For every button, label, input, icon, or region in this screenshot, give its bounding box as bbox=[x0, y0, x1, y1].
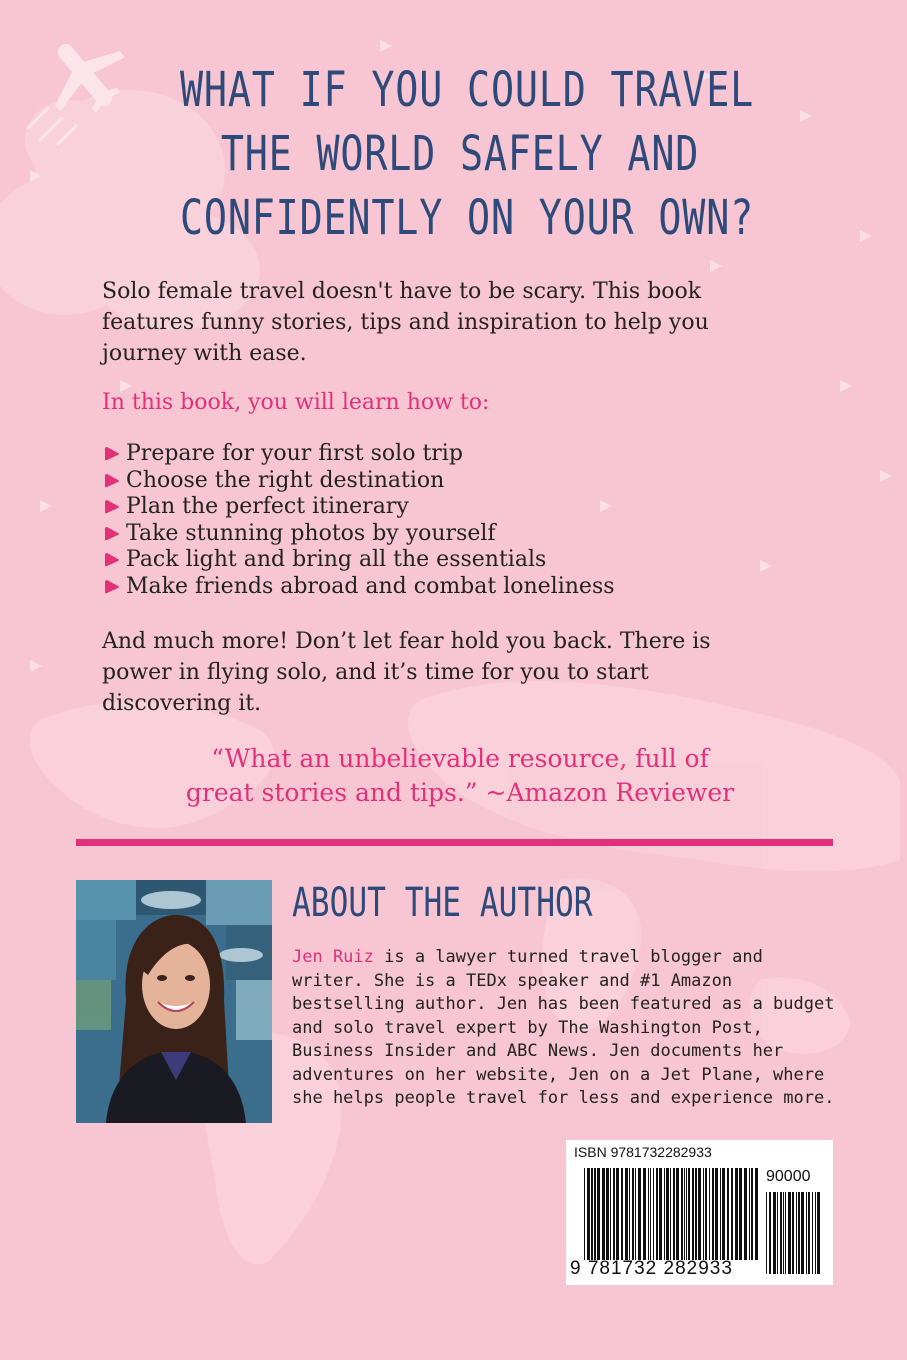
headline bbox=[180, 58, 755, 250]
review-quote-line: great stories and tips.” ~Amazon Reviewer bbox=[185, 778, 735, 807]
price-barcode-bars bbox=[766, 1192, 824, 1274]
barcode-bar bbox=[735, 1168, 738, 1260]
barcode-bar bbox=[659, 1168, 662, 1260]
list-item bbox=[104, 521, 615, 548]
review-quote-line: “What an unbelievable resource, full of bbox=[211, 744, 709, 773]
barcode-bars bbox=[584, 1168, 760, 1260]
author-bio-text: is a lawyer turned travel blogger and writer. She is a TEDx speaker and #1 Amazon bestselling author. Jen has been featured as a budget and solo travel expert by The Washington Post, Business Insider and ABC News. Jen documents her adventures on her website, Jen on a Jet Plane, where she helps people travel for less and experience more. bbox=[292, 947, 835, 1108]
barcode-bar bbox=[785, 1192, 786, 1274]
list-item bbox=[104, 468, 615, 495]
outro-paragraph: And much more! Don’t let fear hold you back. There is power in flying solo, and it’s time for you to start discovering it. bbox=[102, 629, 711, 716]
list-item bbox=[104, 441, 615, 468]
barcode-bar bbox=[625, 1168, 628, 1260]
list-item-text: Take stunning photos by yourself bbox=[126, 520, 496, 546]
barcode-bar bbox=[796, 1192, 797, 1274]
author-photo-illustration bbox=[76, 880, 272, 1123]
barcode-bar bbox=[673, 1168, 675, 1260]
barcode-bar bbox=[681, 1168, 683, 1260]
barcode-bar bbox=[808, 1192, 810, 1274]
barcode-bar bbox=[656, 1168, 658, 1260]
barcode-bar bbox=[664, 1168, 665, 1260]
barcode-bar bbox=[744, 1168, 747, 1260]
barcode-bar bbox=[792, 1192, 794, 1274]
barcode-bar bbox=[613, 1168, 615, 1260]
pink-play-triangle-icon bbox=[104, 551, 120, 569]
barcode-bar bbox=[715, 1168, 718, 1260]
author-bio bbox=[292, 946, 837, 1111]
barcode-bar bbox=[666, 1168, 669, 1260]
list-item bbox=[104, 494, 615, 521]
pink-play-triangle-icon bbox=[104, 445, 120, 463]
pink-play-triangle-icon bbox=[104, 472, 120, 490]
learning-list bbox=[104, 441, 615, 600]
barcode-bar bbox=[766, 1192, 767, 1274]
barcode-bar bbox=[751, 1168, 753, 1260]
barcode-bar bbox=[695, 1168, 697, 1260]
barcode-bar bbox=[806, 1192, 807, 1274]
barcode-bar bbox=[698, 1168, 701, 1260]
barcode-bar bbox=[676, 1168, 679, 1260]
learn-heading: In this book, you will learn how to: bbox=[102, 390, 490, 415]
barcode-bar bbox=[720, 1168, 721, 1260]
barcode-bar bbox=[670, 1168, 671, 1260]
barcode-bar bbox=[643, 1168, 646, 1260]
price-code: 90000 bbox=[766, 1168, 811, 1185]
barcode-bar bbox=[635, 1168, 636, 1260]
author-name: Jen Ruiz bbox=[292, 947, 374, 967]
barcode-bar bbox=[788, 1192, 791, 1274]
barcode-bar bbox=[621, 1168, 623, 1260]
barcode-bar bbox=[780, 1192, 782, 1274]
headline-line: CONFIDENTLY ON YOUR OWN? bbox=[180, 190, 755, 246]
barcode-bar bbox=[731, 1168, 733, 1260]
about-author-title: ABOUT THE AUTHOR bbox=[292, 880, 593, 926]
barcode-bar bbox=[783, 1192, 784, 1274]
barcode-bar bbox=[597, 1168, 600, 1260]
barcode-bar bbox=[815, 1192, 816, 1274]
list-item bbox=[104, 574, 615, 601]
list-item-text: Prepare for your first solo trip bbox=[126, 441, 463, 466]
section-divider bbox=[76, 839, 833, 846]
headline-line: THE WORLD SAFELY AND bbox=[220, 126, 700, 182]
barcode-bar bbox=[629, 1168, 630, 1260]
isbn-barcode bbox=[566, 1140, 833, 1285]
barcode-bar bbox=[686, 1168, 687, 1260]
list-item-text: Choose the right destination bbox=[126, 467, 445, 493]
barcode-bar bbox=[801, 1192, 804, 1274]
headline-line: WHAT IF YOU COULD TRAVEL bbox=[180, 62, 755, 118]
list-item bbox=[104, 547, 615, 574]
barcode-bar bbox=[587, 1168, 590, 1260]
barcode-bar bbox=[591, 1168, 593, 1260]
barcode-bar bbox=[777, 1192, 778, 1274]
barcode-bar bbox=[812, 1192, 813, 1274]
author-photo bbox=[76, 880, 272, 1123]
barcode-bar bbox=[722, 1168, 725, 1260]
pink-play-triangle-icon bbox=[104, 525, 120, 543]
barcode-bar bbox=[705, 1168, 707, 1260]
barcode-bar bbox=[584, 1168, 585, 1260]
barcode-bar bbox=[594, 1168, 596, 1260]
list-item-text: Make friends abroad and combat loneliness bbox=[126, 573, 615, 599]
barcode-bar bbox=[692, 1168, 694, 1260]
barcode-bar bbox=[773, 1192, 776, 1274]
barcode-bar bbox=[798, 1192, 800, 1274]
barcode-bar bbox=[739, 1168, 742, 1260]
isbn-label: ISBN 9781732282933 bbox=[574, 1144, 712, 1160]
review-quote bbox=[120, 742, 800, 810]
barcode-bar bbox=[755, 1168, 758, 1260]
barcode-bar bbox=[749, 1168, 750, 1260]
list-item-text: Pack light and bring all the essentials bbox=[126, 547, 547, 572]
barcode-bar bbox=[648, 1168, 649, 1260]
barcode-bar bbox=[653, 1168, 654, 1260]
barcode-bar bbox=[606, 1168, 609, 1260]
barcode-bar bbox=[709, 1168, 710, 1260]
intro-paragraph: Solo female travel doesn't have to be scary. This book features funny stories, tips and inspiration to help you journey with ease. bbox=[102, 279, 709, 366]
barcode-bar bbox=[817, 1192, 820, 1274]
barcode-bar bbox=[712, 1168, 714, 1260]
list-item-text: Plan the perfect itinerary bbox=[126, 494, 409, 519]
barcode-bar bbox=[688, 1168, 690, 1260]
barcode-bar bbox=[610, 1168, 611, 1260]
barcode-bar bbox=[650, 1168, 651, 1260]
barcode-bar bbox=[684, 1168, 685, 1260]
pink-play-triangle-icon bbox=[104, 498, 120, 516]
pink-play-triangle-icon bbox=[104, 578, 120, 596]
barcode-bar bbox=[769, 1192, 771, 1274]
barcode-bar bbox=[703, 1168, 704, 1260]
barcode-digits: 9 781732 282933 bbox=[570, 1258, 733, 1279]
barcode-bar bbox=[616, 1168, 619, 1260]
barcode-bar bbox=[632, 1168, 634, 1260]
barcode-bar bbox=[638, 1168, 641, 1260]
barcode-bar bbox=[602, 1168, 605, 1260]
barcode-bar bbox=[727, 1168, 729, 1260]
